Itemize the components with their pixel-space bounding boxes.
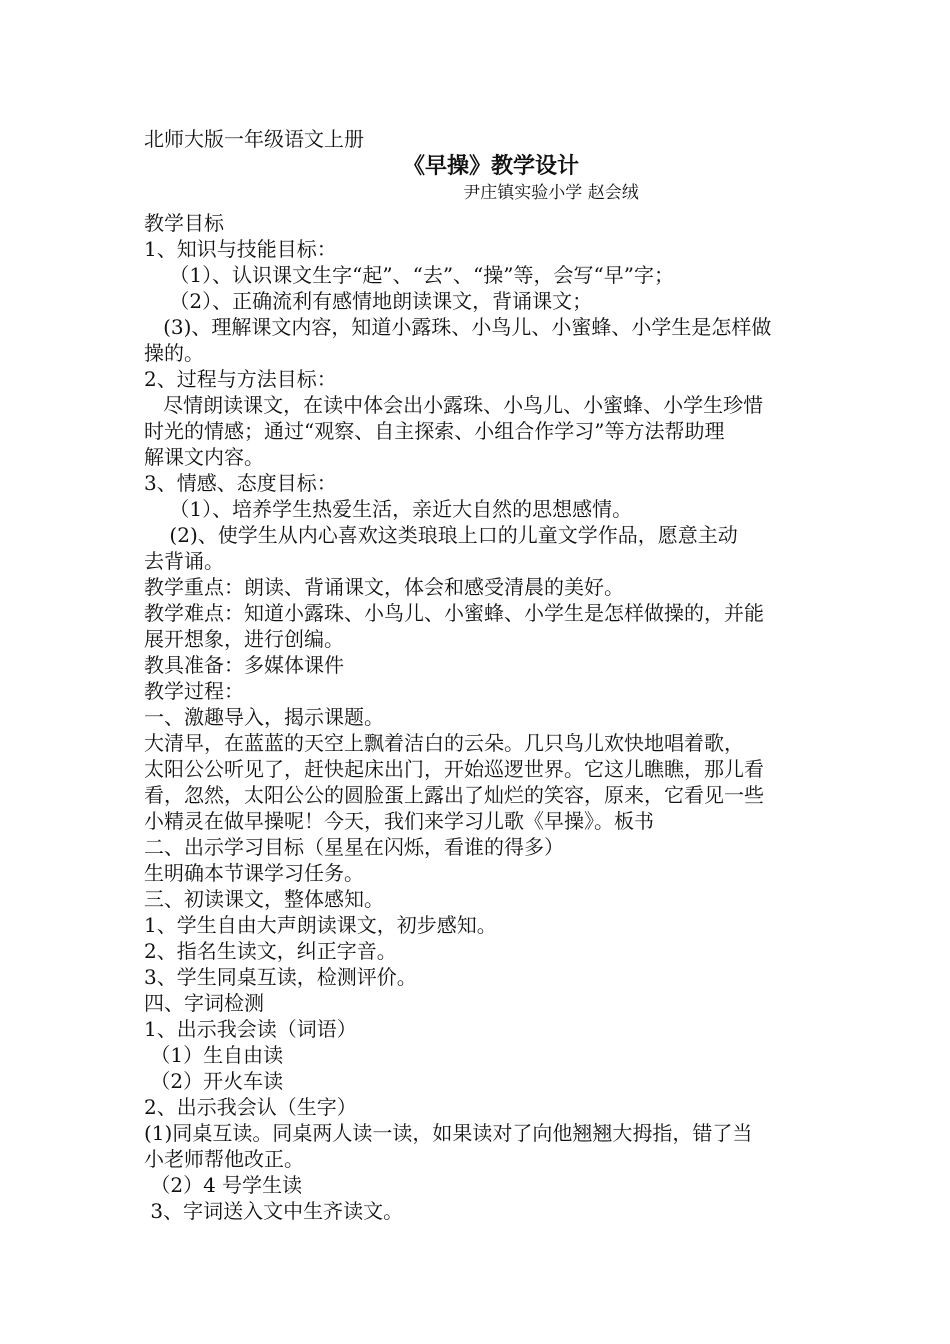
text-line: 2、出示我会认（生字） <box>144 1095 357 1119</box>
text-line: 尽情朗读课文，在读中体会出小露珠、小鸟儿、小蜜蜂、小学生珍惜 <box>144 393 764 417</box>
text-line: 教学难点：知道小露珠、小鸟儿、小蜜蜂、小学生是怎样做操的，并能 <box>144 601 764 625</box>
text-line: （2）、正确流利有感情地朗读课文，背诵课文； <box>144 289 593 313</box>
text-line: 二、出示学习目标（星星在闪烁，看谁的得多） <box>144 835 564 859</box>
text-line: 生明确本节课学习任务。 <box>144 861 364 885</box>
text-line: 1、学生自由大声朗读课文，初步感知。 <box>144 913 497 937</box>
text-line: 一、激趣导入，揭示课题。 <box>144 705 384 729</box>
text-line: 2、指名生读文，纠正字音。 <box>144 939 397 963</box>
document-page <box>144 126 808 1224</box>
text-line: （2）4 号学生读 <box>144 1173 303 1197</box>
text-line: 3、情感、态度目标： <box>144 471 337 495</box>
author-line: 尹庄镇实验小学 赵会绒 <box>463 183 639 203</box>
text-line: 1、知识与技能目标： <box>144 237 337 261</box>
text-line: 3、学生同桌互读，检测评价。 <box>144 965 417 989</box>
text-line: 教具准备：多媒体课件 <box>144 653 344 677</box>
text-line: （2）开火车读 <box>144 1069 284 1093</box>
text-line: 1、出示我会读（词语） <box>144 1017 357 1041</box>
text-line: (1)同桌互读。同桌两人读一读，如果读对了向他翘翘大拇指，错了当 <box>144 1121 753 1145</box>
text-line: 操的。 <box>144 341 204 365</box>
text-line: 小老师帮他改正。 <box>144 1147 304 1171</box>
document-title: 《早操》教学设计 <box>402 154 579 179</box>
text-line: (2)、使学生从内心喜欢这类琅琅上口的儿童文学作品，愿意主动 <box>144 523 738 547</box>
text-line: （1）、培养学生热爱生活，亲近大自然的思想感情。 <box>144 497 633 521</box>
text-line: 教学目标 <box>144 211 224 235</box>
text-line: 四、字词检测 <box>144 991 264 1015</box>
text-line: 三、初读课文，整体感知。 <box>144 887 384 911</box>
text-line: 时光的情感；通过“观察、自主探索、小组合作学习”等方法帮助理 <box>144 419 725 443</box>
text-line: 展开想象，进行创编。 <box>144 627 344 651</box>
text-line: 教学重点：朗读、背诵课文，体会和感受清晨的美好。 <box>144 575 624 599</box>
series-heading: 北师大版一年级语文上册 <box>144 127 364 151</box>
text-line: 2、过程与方法目标： <box>144 367 337 391</box>
text-line: 看，忽然，太阳公公的圆脸蛋上露出了灿烂的笑容，原来，它看见一些 <box>144 783 764 807</box>
text-line: (3)、理解课文内容，知道小露珠、小鸟儿、小蜜蜂、小学生是怎样做 <box>144 315 772 339</box>
text-line: 去背诵。 <box>144 549 224 573</box>
text-line: （1）生自由读 <box>144 1043 284 1067</box>
text-line: 解课文内容。 <box>144 445 264 469</box>
text-line: 3、字词送入文中生齐读文。 <box>144 1199 404 1223</box>
text-line: （1）、认识课文生字“起”、“去”、“操”等，会写“早”字； <box>144 263 674 287</box>
text-line: 小精灵在做早操呢！今天，我们来学习儿歌《早操》。板书 <box>144 809 654 833</box>
text-line: 太阳公公听见了，赶快起床出门，开始巡逻世界。它这儿瞧瞧，那儿看 <box>144 757 764 781</box>
text-line: 大清早，在蓝蓝的天空上飘着洁白的云朵。几只鸟儿欢快地唱着歌， <box>144 731 744 755</box>
text-line: 教学过程： <box>144 679 244 703</box>
